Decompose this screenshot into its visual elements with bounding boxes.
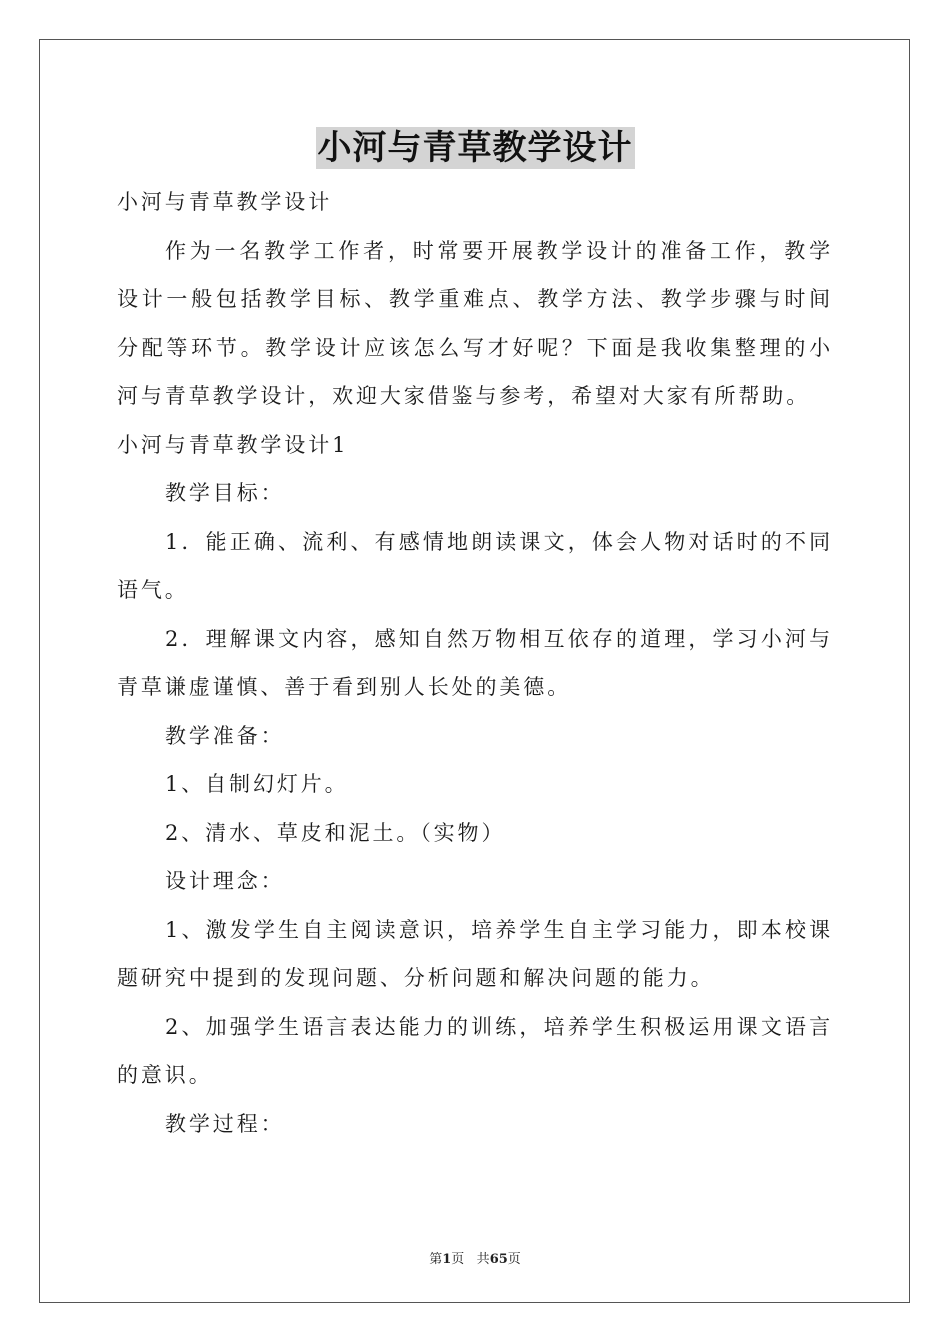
title-container: [0, 127, 950, 169]
page-footer: [0, 1248, 950, 1267]
paragraph: 1、激发学生自主阅读意识，培养学生自主学习能力，即本校课题研究中提到的发现问题、分析问题和解决问题的能力。: [117, 917, 833, 990]
current-page-number: 1: [442, 1252, 452, 1267]
footer-total-prefix: 共: [476, 1252, 490, 1267]
paragraph: 作为一名教学工作者，时常要开展教学设计的准备工作，教学设计一般包括教学目标、教学重难点、教学方法、教学步骤与时间分配等环节。教学设计应该怎么写才好呢？下面是我收集整理的小河与青草教学设计，欢迎大家借鉴与参考，希望对大家有所帮助。: [117, 238, 833, 408]
paragraph: 1、自制幻灯片。: [165, 772, 349, 796]
total-pages-number: 65: [489, 1252, 508, 1267]
document-title: 小河与青草教学设计: [317, 128, 633, 168]
footer-total-suffix: 页: [507, 1252, 521, 1267]
footer-page-suffix: 页: [451, 1252, 465, 1267]
document-body: [117, 178, 833, 1148]
paragraph: 1．能正确、流利、有感情地朗读课文，体会人物对话时的不同语气。: [117, 529, 833, 602]
section-heading: 小河与青草教学设计1: [117, 432, 349, 457]
paragraph: 2、清水、草皮和泥土。（实物）: [165, 820, 506, 845]
paragraph: 教学准备：: [165, 723, 285, 748]
paragraph: 2．理解课文内容，感知自然万物相互依存的道理，学习小河与青草谦虚谨慎、善于看到别人长处的美德。: [117, 626, 833, 699]
paragraph: 小河与青草教学设计: [117, 190, 333, 214]
paragraph: 2、加强学生语言表达能力的训练，培养学生积极运用课文语言的意识。: [117, 1014, 833, 1087]
footer-prefix: 第: [429, 1252, 443, 1267]
paragraph: 设计理念：: [165, 869, 285, 893]
paragraph: 教学目标：: [165, 481, 285, 505]
paragraph: 教学过程：: [165, 1111, 285, 1136]
